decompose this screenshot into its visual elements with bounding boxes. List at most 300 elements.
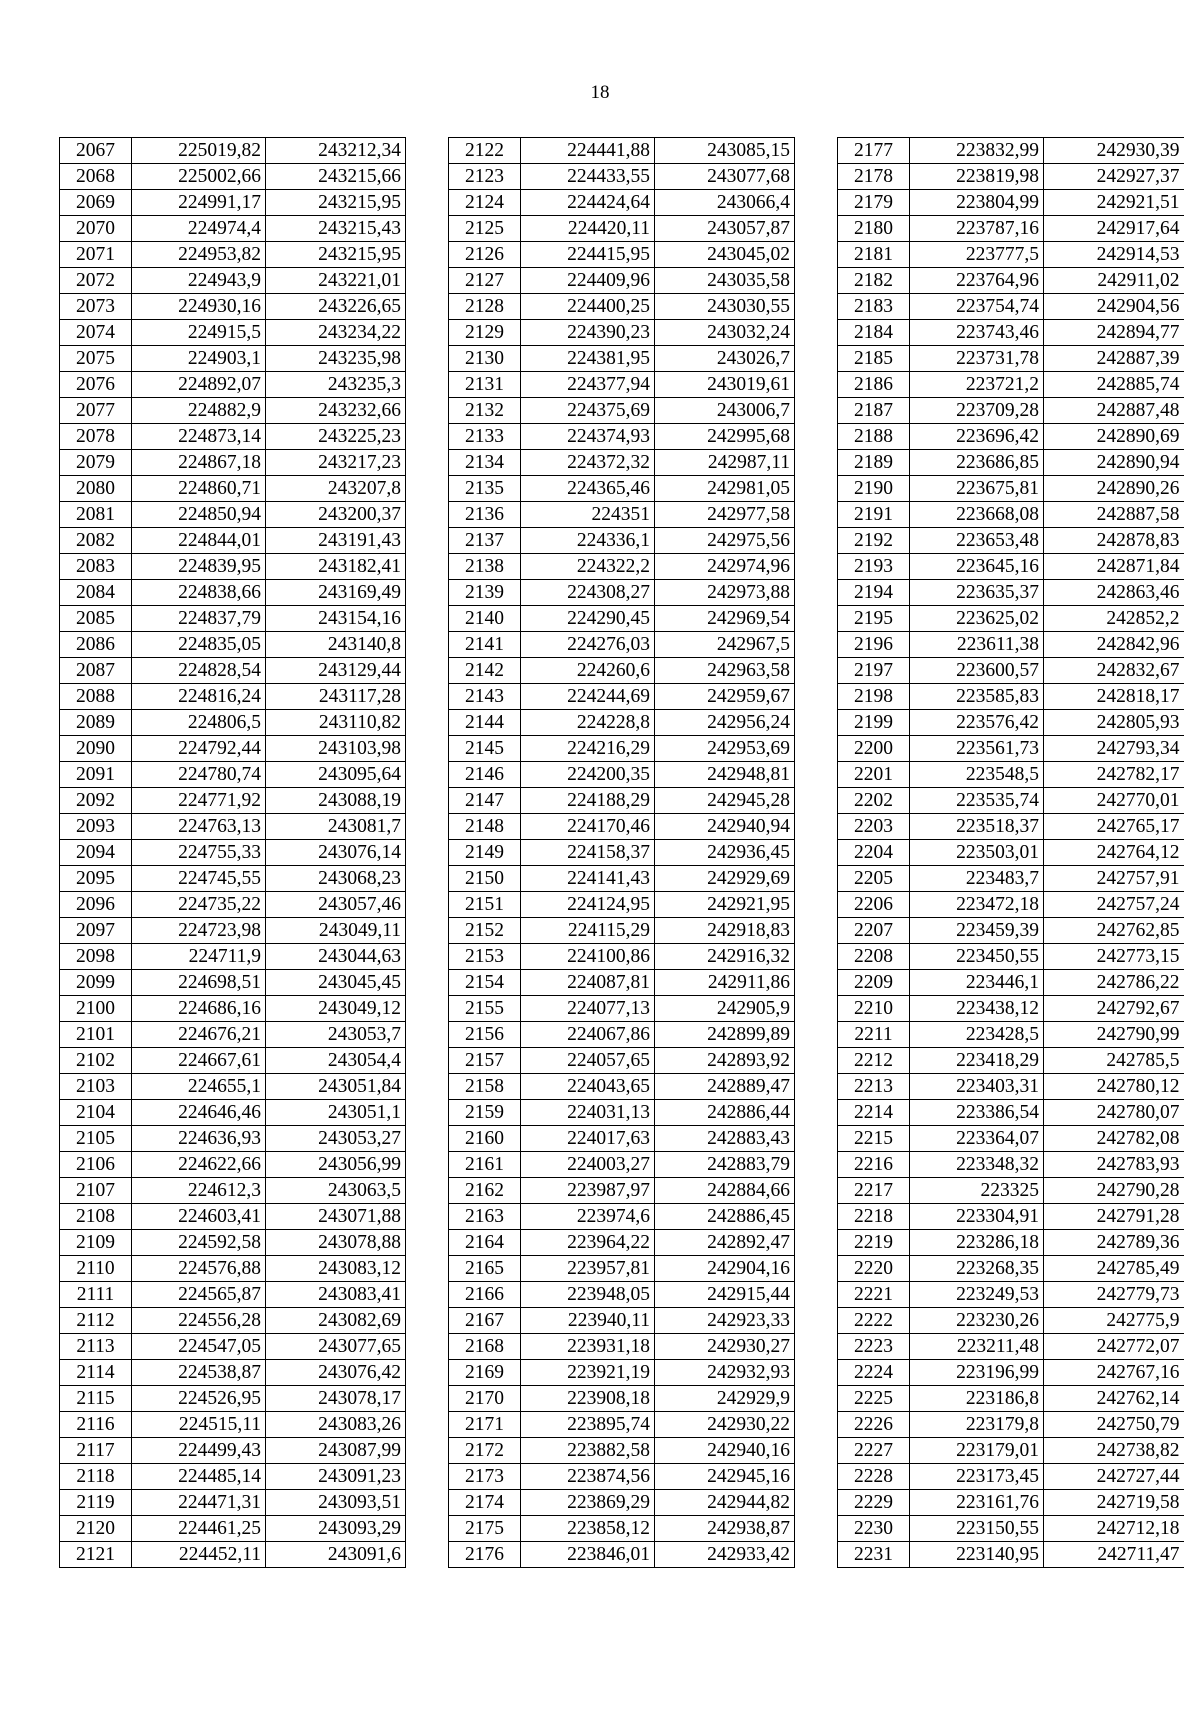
table-row [60, 1542, 406, 1568]
point-number-cell: 2102 [60, 1048, 132, 1074]
x-coordinate-cell: 224622,66 [132, 1152, 266, 1178]
point-number-cell: 2124 [449, 190, 521, 216]
table-row [449, 476, 795, 502]
y-coordinate-cell: 242936,45 [655, 840, 795, 866]
table-row [60, 918, 406, 944]
table-row [838, 242, 1184, 268]
table-row [449, 138, 795, 164]
table-row [60, 710, 406, 736]
table-row [838, 1360, 1184, 1386]
point-number-cell: 2072 [60, 268, 132, 294]
point-number-cell: 2158 [449, 1074, 521, 1100]
table-row [449, 684, 795, 710]
x-coordinate-cell: 224365,46 [521, 476, 655, 502]
table-row [60, 1048, 406, 1074]
x-coordinate-cell: 224017,63 [521, 1126, 655, 1152]
y-coordinate-cell: 243182,41 [266, 554, 406, 580]
table-row [449, 424, 795, 450]
point-number-cell: 2194 [838, 580, 910, 606]
x-coordinate-cell: 223895,74 [521, 1412, 655, 1438]
page-number: 18 [590, 82, 610, 103]
table-row [60, 1308, 406, 1334]
x-coordinate-cell: 223304,91 [910, 1204, 1044, 1230]
x-coordinate-cell: 224646,46 [132, 1100, 266, 1126]
table-row [838, 1256, 1184, 1282]
table-row [449, 554, 795, 580]
x-coordinate-cell: 223625,02 [910, 606, 1044, 632]
point-number-cell: 2168 [449, 1334, 521, 1360]
point-number-cell: 2173 [449, 1464, 521, 1490]
point-number-cell: 2190 [838, 476, 910, 502]
x-coordinate-cell: 223364,07 [910, 1126, 1044, 1152]
table-row [60, 1360, 406, 1386]
point-number-cell: 2115 [60, 1386, 132, 1412]
table-row [60, 1074, 406, 1100]
point-number-cell: 2138 [449, 554, 521, 580]
point-number-cell: 2114 [60, 1360, 132, 1386]
y-coordinate-cell: 242887,39 [1044, 346, 1184, 372]
y-coordinate-cell: 242842,96 [1044, 632, 1184, 658]
x-coordinate-cell: 224755,33 [132, 840, 266, 866]
table-row [838, 190, 1184, 216]
point-number-cell: 2120 [60, 1516, 132, 1542]
point-number-cell: 2074 [60, 320, 132, 346]
table-row [838, 554, 1184, 580]
x-coordinate-cell: 223940,11 [521, 1308, 655, 1334]
x-coordinate-cell: 223418,29 [910, 1048, 1044, 1074]
x-coordinate-cell: 223161,76 [910, 1490, 1044, 1516]
table-row [449, 762, 795, 788]
table-row [449, 710, 795, 736]
point-number-cell: 2164 [449, 1230, 521, 1256]
x-coordinate-cell: 223754,74 [910, 294, 1044, 320]
point-number-cell: 2206 [838, 892, 910, 918]
x-coordinate-cell: 224336,1 [521, 528, 655, 554]
y-coordinate-cell: 242785,5 [1044, 1048, 1184, 1074]
point-number-cell: 2195 [838, 606, 910, 632]
x-coordinate-cell: 224882,9 [132, 398, 266, 424]
table-row [449, 1178, 795, 1204]
table-row [449, 892, 795, 918]
y-coordinate-cell: 243117,28 [266, 684, 406, 710]
x-coordinate-cell: 223948,05 [521, 1282, 655, 1308]
table-row [838, 398, 1184, 424]
point-number-cell: 2202 [838, 788, 910, 814]
table-row [60, 1204, 406, 1230]
point-number-cell: 2213 [838, 1074, 910, 1100]
point-number-cell: 2125 [449, 216, 521, 242]
table-row [838, 1386, 1184, 1412]
table-row [838, 1074, 1184, 1100]
point-number-cell: 2199 [838, 710, 910, 736]
point-number-cell: 2107 [60, 1178, 132, 1204]
table-row [838, 970, 1184, 996]
table-row [449, 970, 795, 996]
point-number-cell: 2145 [449, 736, 521, 762]
table-row [449, 866, 795, 892]
table-row [838, 1308, 1184, 1334]
point-number-cell: 2193 [838, 554, 910, 580]
y-coordinate-cell: 243093,51 [266, 1490, 406, 1516]
point-number-cell: 2208 [838, 944, 910, 970]
table-row [60, 1464, 406, 1490]
y-coordinate-cell: 243085,15 [655, 138, 795, 164]
x-coordinate-cell: 223668,08 [910, 502, 1044, 528]
table-row [838, 866, 1184, 892]
x-coordinate-cell: 224067,86 [521, 1022, 655, 1048]
x-coordinate-cell: 224188,29 [521, 788, 655, 814]
table-row [449, 1204, 795, 1230]
y-coordinate-cell: 242953,69 [655, 736, 795, 762]
x-coordinate-cell: 224547,05 [132, 1334, 266, 1360]
point-number-cell: 2086 [60, 632, 132, 658]
x-coordinate-cell: 223869,29 [521, 1490, 655, 1516]
y-coordinate-cell: 242956,24 [655, 710, 795, 736]
y-coordinate-cell: 242890,26 [1044, 476, 1184, 502]
x-coordinate-cell: 224612,3 [132, 1178, 266, 1204]
y-coordinate-cell: 242915,44 [655, 1282, 795, 1308]
point-number-cell: 2214 [838, 1100, 910, 1126]
y-coordinate-cell: 243088,19 [266, 788, 406, 814]
y-coordinate-cell: 243035,58 [655, 268, 795, 294]
x-coordinate-cell: 224780,74 [132, 762, 266, 788]
point-number-cell: 2200 [838, 736, 910, 762]
table-row [838, 1152, 1184, 1178]
point-number-cell: 2149 [449, 840, 521, 866]
y-coordinate-cell: 242883,43 [655, 1126, 795, 1152]
table-row [838, 892, 1184, 918]
x-coordinate-cell: 223286,18 [910, 1230, 1044, 1256]
point-number-cell: 2104 [60, 1100, 132, 1126]
x-coordinate-cell: 223503,01 [910, 840, 1044, 866]
point-number-cell: 2105 [60, 1126, 132, 1152]
x-coordinate-cell: 223585,83 [910, 684, 1044, 710]
y-coordinate-cell: 242738,82 [1044, 1438, 1184, 1464]
y-coordinate-cell: 242767,16 [1044, 1360, 1184, 1386]
point-number-cell: 2079 [60, 450, 132, 476]
y-coordinate-cell: 242914,53 [1044, 242, 1184, 268]
y-coordinate-cell: 243093,29 [266, 1516, 406, 1542]
point-number-cell: 2075 [60, 346, 132, 372]
y-coordinate-cell: 242916,32 [655, 944, 795, 970]
y-coordinate-cell: 242930,27 [655, 1334, 795, 1360]
point-number-cell: 2139 [449, 580, 521, 606]
table-row [449, 1438, 795, 1464]
table-row [60, 1490, 406, 1516]
point-number-cell: 2110 [60, 1256, 132, 1282]
table-row [60, 580, 406, 606]
y-coordinate-cell: 242981,05 [655, 476, 795, 502]
y-coordinate-cell: 242852,2 [1044, 606, 1184, 632]
table-row [449, 190, 795, 216]
table-body [838, 138, 1184, 1568]
x-coordinate-cell: 224170,46 [521, 814, 655, 840]
point-number-cell: 2209 [838, 970, 910, 996]
table-row [449, 1022, 795, 1048]
table-row [838, 216, 1184, 242]
x-coordinate-cell: 224915,5 [132, 320, 266, 346]
y-coordinate-cell: 243169,49 [266, 580, 406, 606]
point-number-cell: 2186 [838, 372, 910, 398]
point-number-cell: 2156 [449, 1022, 521, 1048]
table-row [838, 918, 1184, 944]
point-number-cell: 2108 [60, 1204, 132, 1230]
table-row [60, 736, 406, 762]
y-coordinate-cell: 242959,67 [655, 684, 795, 710]
point-number-cell: 2215 [838, 1126, 910, 1152]
table-row [60, 892, 406, 918]
point-number-cell: 2197 [838, 658, 910, 684]
x-coordinate-cell: 224556,28 [132, 1308, 266, 1334]
y-coordinate-cell: 242890,69 [1044, 424, 1184, 450]
point-number-cell: 2203 [838, 814, 910, 840]
point-number-cell: 2131 [449, 372, 521, 398]
x-coordinate-cell: 223921,19 [521, 1360, 655, 1386]
point-number-cell: 2084 [60, 580, 132, 606]
point-number-cell: 2106 [60, 1152, 132, 1178]
table-row [449, 1074, 795, 1100]
x-coordinate-cell: 223403,31 [910, 1074, 1044, 1100]
table-row [60, 1152, 406, 1178]
y-coordinate-cell: 242930,22 [655, 1412, 795, 1438]
x-coordinate-cell: 224290,45 [521, 606, 655, 632]
point-number-cell: 2198 [838, 684, 910, 710]
y-coordinate-cell: 242904,16 [655, 1256, 795, 1282]
y-coordinate-cell: 243095,64 [266, 762, 406, 788]
x-coordinate-cell: 224930,16 [132, 294, 266, 320]
point-number-cell: 2201 [838, 762, 910, 788]
table-row [449, 372, 795, 398]
x-coordinate-cell: 224698,51 [132, 970, 266, 996]
y-coordinate-cell: 243110,82 [266, 710, 406, 736]
table-row [838, 268, 1184, 294]
x-coordinate-cell: 224441,88 [521, 138, 655, 164]
point-number-cell: 2196 [838, 632, 910, 658]
table-row [449, 788, 795, 814]
table-row [60, 554, 406, 580]
y-coordinate-cell: 243129,44 [266, 658, 406, 684]
y-coordinate-cell: 242885,74 [1044, 372, 1184, 398]
table-row [60, 294, 406, 320]
table-row [838, 658, 1184, 684]
y-coordinate-cell: 243068,23 [266, 866, 406, 892]
x-coordinate-cell: 224351 [521, 502, 655, 528]
x-coordinate-cell: 224816,24 [132, 684, 266, 710]
table-row [838, 632, 1184, 658]
y-coordinate-cell: 243053,7 [266, 1022, 406, 1048]
table-row [60, 320, 406, 346]
x-coordinate-cell: 223186,8 [910, 1386, 1044, 1412]
y-coordinate-cell: 242974,96 [655, 554, 795, 580]
table-row [60, 138, 406, 164]
point-number-cell: 2069 [60, 190, 132, 216]
point-number-cell: 2163 [449, 1204, 521, 1230]
y-coordinate-cell: 242887,48 [1044, 398, 1184, 424]
table-row [60, 268, 406, 294]
y-coordinate-cell: 243053,27 [266, 1126, 406, 1152]
x-coordinate-cell: 224771,92 [132, 788, 266, 814]
y-coordinate-cell: 243044,63 [266, 944, 406, 970]
y-coordinate-cell: 243103,98 [266, 736, 406, 762]
point-number-cell: 2212 [838, 1048, 910, 1074]
y-coordinate-cell: 242894,77 [1044, 320, 1184, 346]
table-row [838, 1516, 1184, 1542]
table-row [60, 1516, 406, 1542]
y-coordinate-cell: 242782,08 [1044, 1126, 1184, 1152]
point-number-cell: 2082 [60, 528, 132, 554]
y-coordinate-cell: 242886,45 [655, 1204, 795, 1230]
y-coordinate-cell: 243054,4 [266, 1048, 406, 1074]
x-coordinate-cell: 224077,13 [521, 996, 655, 1022]
y-coordinate-cell: 243051,1 [266, 1100, 406, 1126]
y-coordinate-cell: 243215,43 [266, 216, 406, 242]
x-coordinate-cell: 223249,53 [910, 1282, 1044, 1308]
y-coordinate-cell: 242886,44 [655, 1100, 795, 1126]
point-number-cell: 2176 [449, 1542, 521, 1568]
table-row [838, 1100, 1184, 1126]
x-coordinate-cell: 223179,8 [910, 1412, 1044, 1438]
point-number-cell: 2180 [838, 216, 910, 242]
table-row [60, 216, 406, 242]
x-coordinate-cell: 223150,55 [910, 1516, 1044, 1542]
y-coordinate-cell: 242921,51 [1044, 190, 1184, 216]
x-coordinate-cell: 224409,96 [521, 268, 655, 294]
point-number-cell: 2071 [60, 242, 132, 268]
table-row [60, 190, 406, 216]
point-number-cell: 2083 [60, 554, 132, 580]
table-row [60, 606, 406, 632]
x-coordinate-cell: 223325 [910, 1178, 1044, 1204]
x-coordinate-cell: 224377,94 [521, 372, 655, 398]
y-coordinate-cell: 242889,47 [655, 1074, 795, 1100]
y-coordinate-cell: 242911,02 [1044, 268, 1184, 294]
x-coordinate-cell: 224676,21 [132, 1022, 266, 1048]
x-coordinate-cell: 224943,9 [132, 268, 266, 294]
x-coordinate-cell: 224538,87 [132, 1360, 266, 1386]
x-coordinate-cell: 223518,37 [910, 814, 1044, 840]
y-coordinate-cell: 242918,83 [655, 918, 795, 944]
y-coordinate-cell: 242973,88 [655, 580, 795, 606]
x-coordinate-cell: 224711,9 [132, 944, 266, 970]
y-coordinate-cell: 243215,66 [266, 164, 406, 190]
point-number-cell: 2076 [60, 372, 132, 398]
table-row [838, 788, 1184, 814]
point-number-cell: 2229 [838, 1490, 910, 1516]
x-coordinate-cell: 223874,56 [521, 1464, 655, 1490]
table-row [60, 528, 406, 554]
point-number-cell: 2192 [838, 528, 910, 554]
table-row [449, 1152, 795, 1178]
x-coordinate-cell: 223787,16 [910, 216, 1044, 242]
x-coordinate-cell: 224838,66 [132, 580, 266, 606]
x-coordinate-cell: 224244,69 [521, 684, 655, 710]
point-number-cell: 2159 [449, 1100, 521, 1126]
y-coordinate-cell: 242948,81 [655, 762, 795, 788]
table-row [449, 294, 795, 320]
table-row [449, 1256, 795, 1282]
table-row [838, 736, 1184, 762]
x-coordinate-cell: 223731,78 [910, 346, 1044, 372]
table-row [838, 1204, 1184, 1230]
point-number-cell: 2151 [449, 892, 521, 918]
point-number-cell: 2080 [60, 476, 132, 502]
point-number-cell: 2148 [449, 814, 521, 840]
y-coordinate-cell: 243212,34 [266, 138, 406, 164]
x-coordinate-cell: 223858,12 [521, 1516, 655, 1542]
table-row [60, 1178, 406, 1204]
y-coordinate-cell: 243191,43 [266, 528, 406, 554]
point-number-cell: 2112 [60, 1308, 132, 1334]
table-row [449, 1360, 795, 1386]
point-number-cell: 2221 [838, 1282, 910, 1308]
table-row [60, 970, 406, 996]
y-coordinate-cell: 243215,95 [266, 190, 406, 216]
table-row [838, 320, 1184, 346]
point-number-cell: 2219 [838, 1230, 910, 1256]
y-coordinate-cell: 243091,23 [266, 1464, 406, 1490]
y-coordinate-cell: 242780,07 [1044, 1100, 1184, 1126]
x-coordinate-cell: 223721,2 [910, 372, 1044, 398]
x-coordinate-cell: 224636,93 [132, 1126, 266, 1152]
table-row [60, 1100, 406, 1126]
table-row [449, 840, 795, 866]
point-number-cell: 2118 [60, 1464, 132, 1490]
y-coordinate-cell: 242977,58 [655, 502, 795, 528]
y-coordinate-cell: 242711,47 [1044, 1542, 1184, 1568]
y-coordinate-cell: 243217,23 [266, 450, 406, 476]
point-number-cell: 2097 [60, 918, 132, 944]
table-row [449, 1308, 795, 1334]
x-coordinate-cell: 223446,1 [910, 970, 1044, 996]
table-row [60, 840, 406, 866]
x-coordinate-cell: 224735,22 [132, 892, 266, 918]
point-number-cell: 2134 [449, 450, 521, 476]
y-coordinate-cell: 242757,91 [1044, 866, 1184, 892]
y-coordinate-cell: 243078,17 [266, 1386, 406, 1412]
x-coordinate-cell: 224424,64 [521, 190, 655, 216]
table-row [838, 996, 1184, 1022]
x-coordinate-cell: 224903,1 [132, 346, 266, 372]
y-coordinate-cell: 242762,85 [1044, 918, 1184, 944]
table-row [449, 398, 795, 424]
x-coordinate-cell: 223483,7 [910, 866, 1044, 892]
point-number-cell: 2189 [838, 450, 910, 476]
x-coordinate-cell: 224087,81 [521, 970, 655, 996]
table-row [838, 684, 1184, 710]
x-coordinate-cell: 223686,85 [910, 450, 1044, 476]
y-coordinate-cell: 242790,99 [1044, 1022, 1184, 1048]
table-row [449, 944, 795, 970]
x-coordinate-cell: 224860,71 [132, 476, 266, 502]
point-number-cell: 2225 [838, 1386, 910, 1412]
x-coordinate-cell: 224374,93 [521, 424, 655, 450]
table-row [449, 268, 795, 294]
x-coordinate-cell: 225019,82 [132, 138, 266, 164]
table-row [449, 918, 795, 944]
y-coordinate-cell: 242929,9 [655, 1386, 795, 1412]
point-number-cell: 2121 [60, 1542, 132, 1568]
table-row [449, 450, 795, 476]
x-coordinate-cell: 223645,16 [910, 554, 1044, 580]
table-row [60, 164, 406, 190]
x-coordinate-cell: 224515,11 [132, 1412, 266, 1438]
table-row [449, 1048, 795, 1074]
table-row [838, 1048, 1184, 1074]
table-row [60, 1282, 406, 1308]
table-row [449, 1230, 795, 1256]
point-number-cell: 2150 [449, 866, 521, 892]
y-coordinate-cell: 242911,86 [655, 970, 795, 996]
